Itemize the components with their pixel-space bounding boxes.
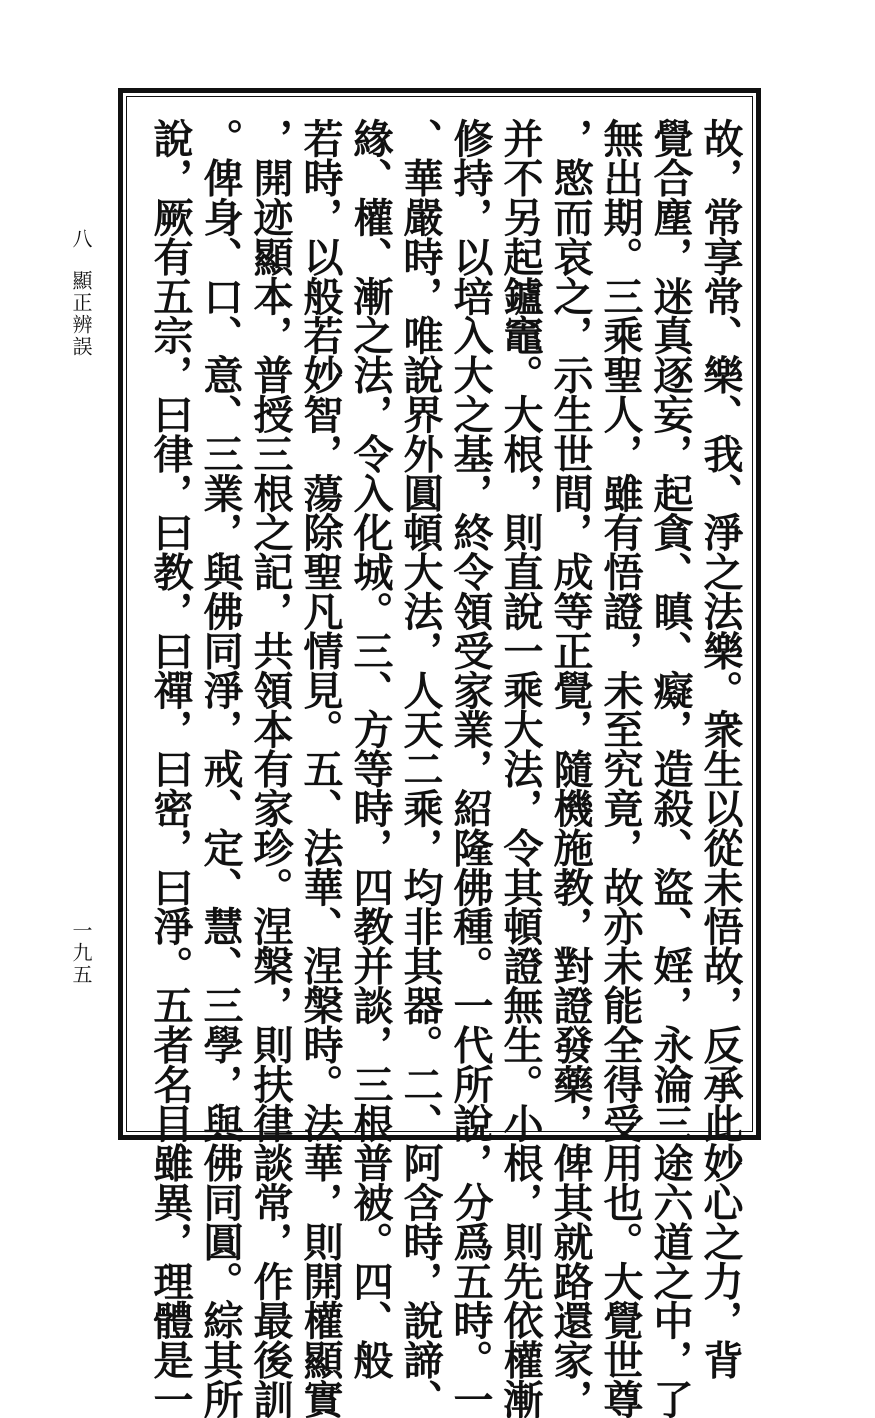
text-column-2: 覺合塵，迷真逐妄，起貪、瞋、癡，造殺、盜、婬，永淪三途六道之中，了 [647, 118, 694, 1418]
main-text-block [143, 118, 744, 1418]
section-number: 八 [69, 228, 93, 250]
text-column-3: 無出期。三乘聖人，雖有悟證，未至究竟，故亦未能全得受用也。大覺世尊 [597, 118, 644, 1418]
text-column-7: 、華嚴時，唯說界外圓頓大法，人天二乘，均非其器。二、阿含時，說諦、 [397, 118, 444, 1418]
text-column-4: ，愍而哀之，示生世間，成等正覺，隨機施教，對證發藥，俾其就路還家， [547, 118, 594, 1418]
text-column-9: 若時，以般若妙智，蕩除聖凡情見。五、法華、涅槃時。法華，則開權顯實 [297, 118, 344, 1418]
text-column-6: 修持，以培入大之基，終令領受家業，紹隆佛種。一代所說，分爲五時。一 [447, 118, 494, 1418]
text-column-5: 并不另起鑪竈。大根，則直說一乘大法，令其頓證無生。小根，則先依權漸 [497, 118, 544, 1418]
text-column-1: 故，常享常、樂、我、淨之法樂。衆生以從未悟故，反承此妙心之力，背 [697, 118, 744, 1379]
text-column-10: ，開迹顯本，普授三根之記，共領本有家珍。涅槃，則扶律談常，作最後訓 [247, 118, 294, 1418]
text-column-12: 說，厥有五宗，曰律，曰教，曰禪，曰密，曰淨。五者名目雖異，理體是一 [147, 118, 194, 1418]
text-column-11: 。俾身、口、意、三業，與佛同淨，戒、定、慧、三學，與佛同圓。綜其所 [197, 118, 244, 1418]
page-number: 一九五 [69, 920, 93, 986]
text-column-8: 緣、權、漸之法，令入化城。三、方等時，四教并談，三根普被。四、般 [347, 118, 394, 1379]
book-title: 顯正辨誤 [69, 270, 93, 358]
